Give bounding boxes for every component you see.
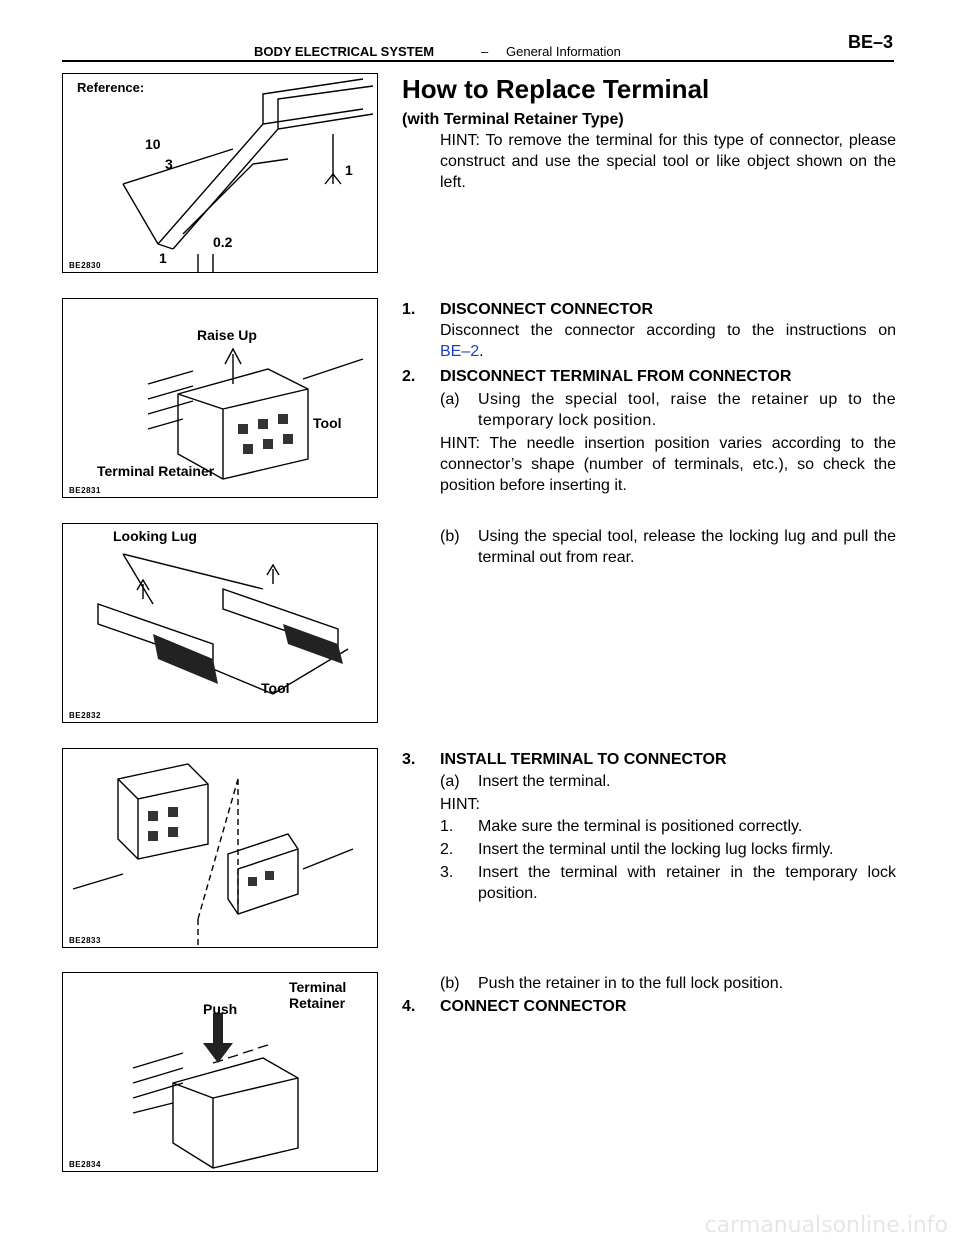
figure-label: Terminal Retainer (97, 463, 215, 479)
figure-label: Terminal (289, 979, 347, 995)
bе-2-link[interactable]: BE–2 (440, 343, 480, 360)
header-section-title: BODY ELECTRICAL SYSTEM (254, 44, 435, 59)
step-3-hint-3-text: Insert the terminal with retainer in the temporary lock position. (478, 864, 896, 902)
step-2-number: 2. (402, 368, 416, 385)
figure-label: 0.2 (213, 234, 233, 250)
figure-label: Raise Up (197, 327, 257, 343)
figure-label: 1 (159, 250, 167, 266)
figure-label: Push (203, 1001, 238, 1017)
figure-label: 1 (345, 162, 353, 178)
step-3a-label: (a) (440, 773, 460, 790)
step-1-link-line (440, 341, 484, 362)
step-3-heading: INSTALL TERMINAL TO CONNECTOR (440, 751, 727, 768)
step-2-heading: DISCONNECT TERMINAL FROM CONNECTOR (440, 368, 792, 385)
step-3-hint-label: HINT: (440, 796, 480, 813)
figure-label: Retainer (289, 995, 346, 1011)
figure-label: Tool (261, 680, 290, 696)
step-1-heading: DISCONNECT CONNECTOR (440, 301, 654, 318)
step-4-heading: CONNECT CONNECTOR (440, 998, 627, 1015)
step-1-number: 1. (402, 301, 416, 318)
figure-push-retainer (62, 972, 378, 1172)
step-3-number: 3. (402, 751, 416, 768)
step-4-number: 4. (402, 998, 416, 1015)
step-2a-text: Using the special tool, raise the retainer up to the temporary lock position. (478, 391, 896, 429)
watermark: carmanualsonline.info (704, 1213, 948, 1238)
figure-code: BE2831 (69, 486, 101, 495)
figure-insert-terminal (62, 748, 378, 948)
step-3a-text: Insert the terminal. (478, 773, 611, 790)
step-3-hint-3-number: 3. (440, 864, 454, 881)
header-rule (62, 60, 894, 62)
subtitle: (with Terminal Retainer Type) (402, 111, 624, 128)
step-1-text: Disconnect the connector according to the instructions on (440, 322, 896, 339)
connector-insert-drawing (63, 749, 378, 948)
page-number: BE–3 (848, 32, 894, 52)
intro-hint: HINT: To remove the terminal for this type of connector, please construct and use the special tool or like object shown on the left. (440, 132, 896, 191)
step-2-hint: HINT: The needle insertion position varies according to the connector’s shape (number of terminals, etc.), so check the position before inserting it. (440, 435, 896, 494)
figure-locking-lug (62, 523, 378, 723)
header-separator: – (481, 44, 489, 59)
step-1-link-suffix: . (479, 343, 484, 360)
figure-label: Looking Lug (113, 528, 197, 544)
figure-reference-tool (62, 73, 378, 273)
step-3-hint-1-text: Make sure the terminal is positioned correctly. (478, 818, 803, 835)
step-3b-label: (b) (440, 975, 460, 992)
step-2b-text: Using the special tool, release the locking lug and pull the terminal out from rear. (478, 528, 896, 566)
step-3-hint-2-text: Insert the terminal until the locking lug locks firmly. (478, 841, 834, 858)
figure-code: BE2833 (69, 936, 101, 945)
page-title: How to Replace Terminal (402, 74, 710, 104)
figure-label: Reference: (77, 80, 145, 95)
figure-label: 10 (145, 136, 161, 152)
step-3-hint-1-number: 1. (440, 818, 454, 835)
step-3-hint-2-number: 2. (440, 841, 454, 858)
header-subsection: General Information (506, 44, 621, 59)
figure-code: BE2834 (69, 1160, 101, 1169)
figure-code: BE2830 (69, 261, 101, 270)
step-2a-label: (a) (440, 391, 460, 408)
terminal-drawing (63, 524, 378, 723)
figure-label: 3 (165, 156, 173, 172)
step-3b-text: Push the retainer in to the full lock position. (478, 975, 784, 992)
figure-label: Tool (313, 415, 342, 431)
figure-raise-retainer (62, 298, 378, 498)
step-2b-label: (b) (440, 528, 460, 545)
figure-code: BE2832 (69, 711, 101, 720)
